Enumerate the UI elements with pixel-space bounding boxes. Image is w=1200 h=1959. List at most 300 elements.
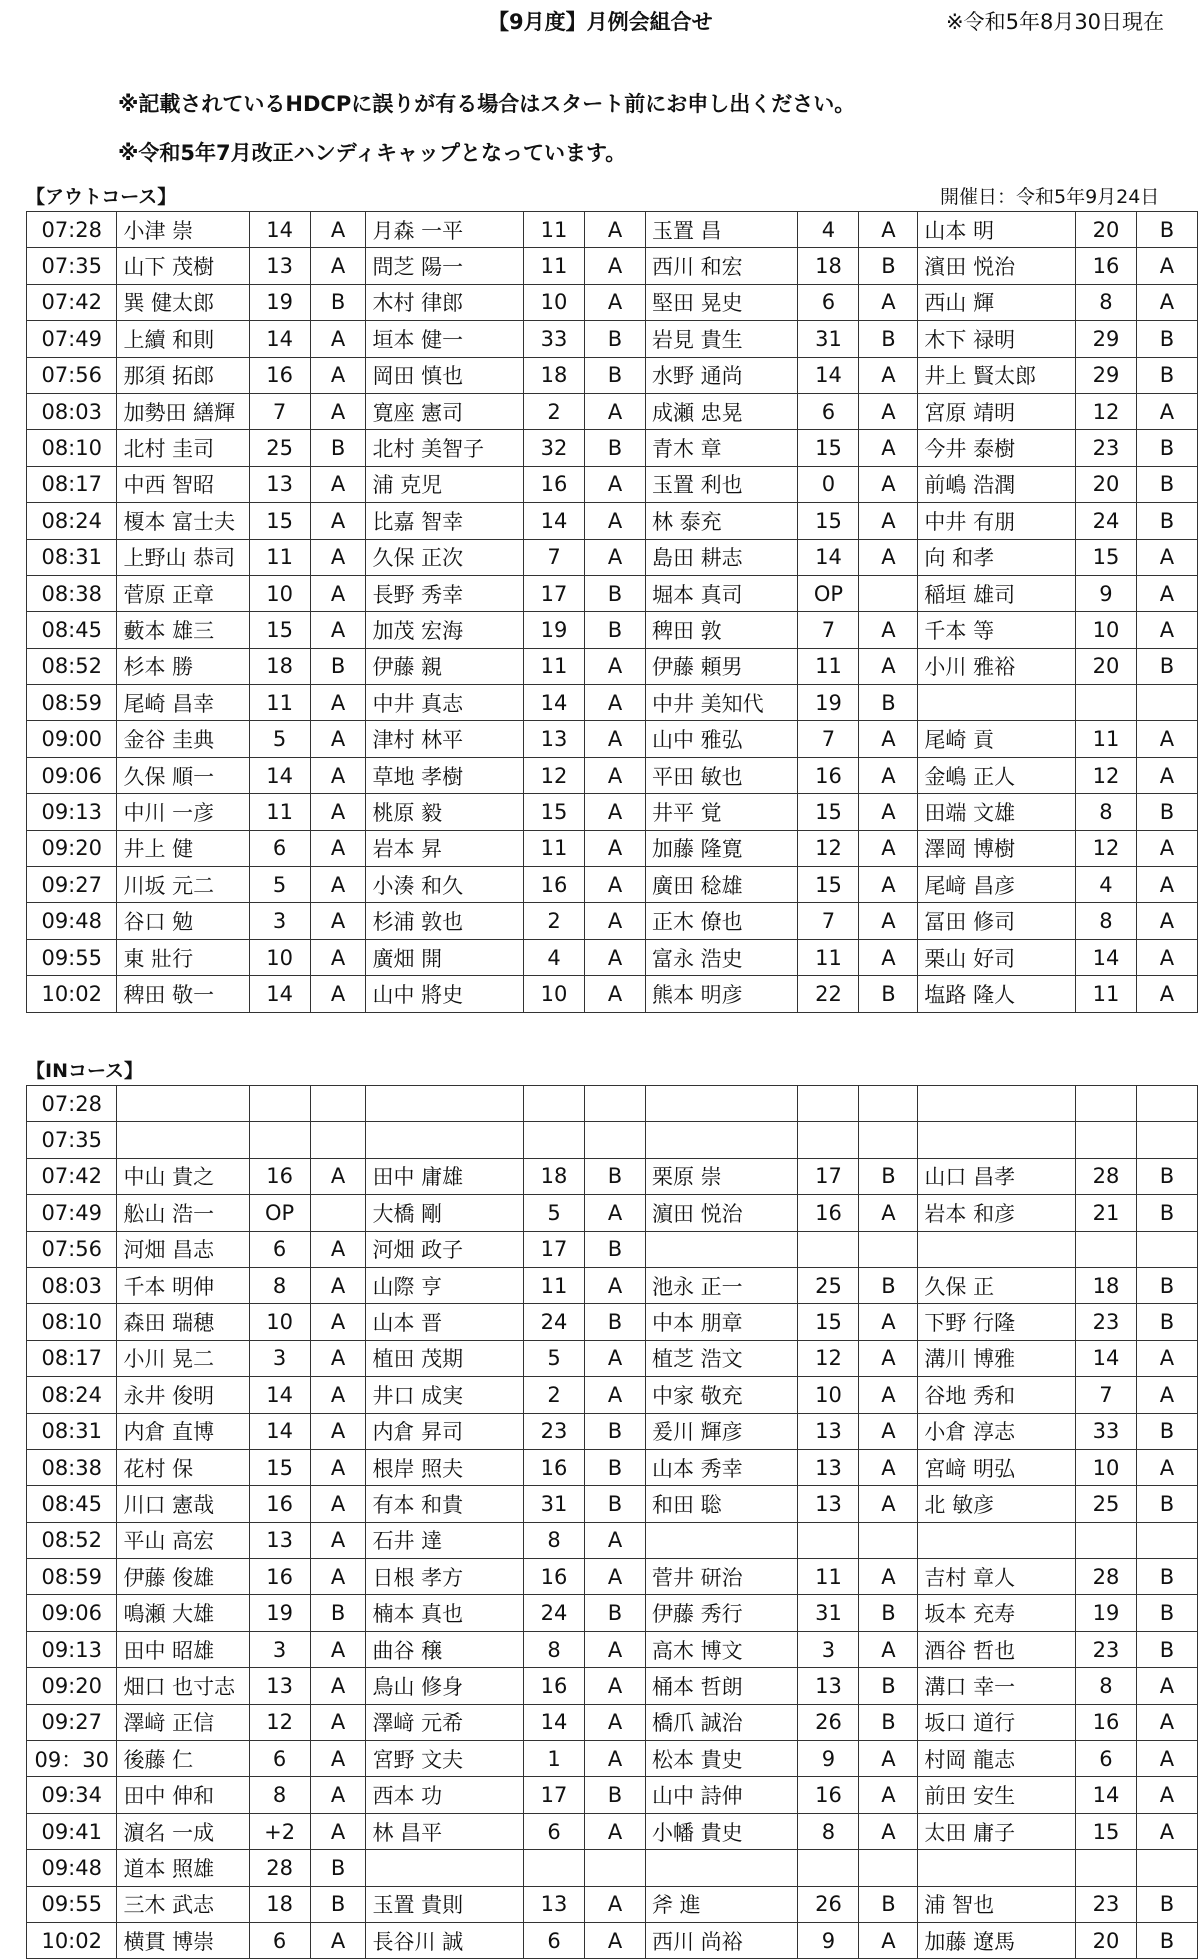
as-of-date: ※令和5年8月30日現在 [946, 10, 1165, 34]
table-row [27, 685, 1198, 721]
class-grade: A [1136, 1741, 1197, 1777]
hdcp: 11 [1075, 721, 1136, 757]
hdcp: 5 [249, 867, 310, 903]
hdcp: 14 [249, 212, 310, 248]
player-name: 山際 亨 [366, 1267, 524, 1303]
player-name: 宮﨑 明弘 [918, 1449, 1076, 1485]
class-grade: A [859, 648, 918, 684]
hdcp: 19 [1075, 1595, 1136, 1631]
player-name: 中井 美知代 [646, 685, 798, 721]
hdcp: 3 [798, 1631, 859, 1667]
class-grade: A [585, 903, 646, 939]
class-grade: A [859, 1377, 918, 1413]
player-name: 垣本 健一 [366, 321, 524, 357]
class-grade: A [585, 1340, 646, 1376]
class-grade: A [859, 1922, 918, 1958]
class-grade: A [310, 539, 366, 575]
class-grade: A [585, 1377, 646, 1413]
class-grade: A [1136, 575, 1197, 611]
player-name: 浦 智也 [918, 1886, 1076, 1922]
hdcp: 6 [249, 1741, 310, 1777]
hdcp: 23 [1075, 1631, 1136, 1667]
class-grade: A [310, 1413, 366, 1449]
hdcp: 14 [1075, 1340, 1136, 1376]
player-name: 木村 律郎 [366, 284, 524, 320]
hdcp: 16 [249, 1486, 310, 1522]
hdcp: 3 [249, 1631, 310, 1667]
table-row [27, 867, 1198, 903]
class-grade: B [310, 1850, 366, 1886]
player-name: 村岡 龍志 [918, 1741, 1076, 1777]
hdcp: 6 [1075, 1741, 1136, 1777]
player-name: 澤岡 博樹 [918, 830, 1076, 866]
hdcp [798, 1122, 859, 1158]
class-grade: B [310, 1886, 366, 1922]
player-name [646, 1086, 798, 1122]
hdcp: 11 [798, 648, 859, 684]
hdcp: 24 [1075, 503, 1136, 539]
class-grade [1136, 1231, 1197, 1267]
player-name: 加勢田 繕輝 [117, 393, 249, 429]
class-grade: B [859, 1595, 918, 1631]
tee-time: 10:02 [27, 976, 117, 1012]
player-name: 那須 拓郎 [117, 357, 249, 393]
hdcp: 8 [1075, 794, 1136, 830]
class-grade: B [859, 1886, 918, 1922]
hdcp: 15 [798, 430, 859, 466]
class-grade: A [859, 430, 918, 466]
player-name: 根岸 照夫 [366, 1449, 524, 1485]
hdcp: 18 [1075, 1267, 1136, 1303]
class-grade: B [585, 430, 646, 466]
player-name: 河畑 昌志 [117, 1231, 249, 1267]
class-grade: A [585, 1886, 646, 1922]
hdcp: 15 [524, 794, 585, 830]
class-grade: B [585, 575, 646, 611]
player-name: 小幡 貴史 [646, 1813, 798, 1849]
class-grade: B [1136, 503, 1197, 539]
table-row [27, 539, 1198, 575]
player-name: 小川 雅裕 [918, 648, 1076, 684]
player-name: 北村 圭司 [117, 430, 249, 466]
player-name: 有本 和貴 [366, 1486, 524, 1522]
hdcp: 7 [798, 903, 859, 939]
class-grade: A [585, 1195, 646, 1231]
class-grade: B [859, 685, 918, 721]
table-row [27, 248, 1198, 284]
player-name [366, 1086, 524, 1122]
tee-time: 08:52 [27, 1522, 117, 1558]
player-name: 山本 秀幸 [646, 1449, 798, 1485]
hdcp [1075, 1122, 1136, 1158]
hdcp [1075, 1231, 1136, 1267]
in-course-rows [27, 1086, 1198, 1959]
class-grade: B [585, 321, 646, 357]
class-grade: A [585, 867, 646, 903]
class-grade [1136, 1850, 1197, 1886]
hdcp: 20 [1075, 648, 1136, 684]
tee-time: 08:45 [27, 612, 117, 648]
class-grade: A [1136, 1377, 1197, 1413]
hdcp: 13 [524, 721, 585, 757]
player-name: 藪本 雄三 [117, 612, 249, 648]
hdcp: 10 [249, 1304, 310, 1340]
hdcp: 19 [249, 284, 310, 320]
player-name: 後藤 仁 [117, 1741, 249, 1777]
class-grade [310, 1195, 366, 1231]
hdcp: 13 [798, 1449, 859, 1485]
hdcp: 13 [524, 1886, 585, 1922]
tee-time: 09:06 [27, 757, 117, 793]
hdcp: 2 [524, 903, 585, 939]
hdcp: 28 [249, 1850, 310, 1886]
player-name: 田中 昭雄 [117, 1631, 249, 1667]
player-name: 山中 將史 [366, 976, 524, 1012]
player-name: 石井 達 [366, 1522, 524, 1558]
class-grade [859, 1231, 918, 1267]
player-name: 植田 茂期 [366, 1340, 524, 1376]
class-grade: A [585, 539, 646, 575]
class-grade: A [1136, 1813, 1197, 1849]
hdcp: 32 [524, 430, 585, 466]
tee-time: 07:28 [27, 212, 117, 248]
hdcp: 16 [798, 757, 859, 793]
player-name: 高木 博文 [646, 1631, 798, 1667]
class-grade: B [1136, 1413, 1197, 1449]
player-name: 中井 真志 [366, 685, 524, 721]
player-name: 松本 貴史 [646, 1741, 798, 1777]
class-grade: A [1136, 939, 1197, 975]
class-grade: A [310, 1377, 366, 1413]
hdcp: 8 [249, 1267, 310, 1303]
player-name: 久保 順一 [117, 757, 249, 793]
player-name: 月森 一平 [366, 212, 524, 248]
class-grade [1136, 1086, 1197, 1122]
player-name: 堅田 晃史 [646, 284, 798, 320]
player-name: 西山 輝 [918, 284, 1076, 320]
hdcp: 19 [524, 612, 585, 648]
hdcp [1075, 1522, 1136, 1558]
hdcp [249, 1122, 310, 1158]
class-grade: A [585, 721, 646, 757]
hdcp: 31 [524, 1486, 585, 1522]
hdcp: 8 [1075, 1668, 1136, 1704]
hdcp: 17 [524, 575, 585, 611]
event-date: 開催日：令和5年9月24日 [940, 186, 1160, 208]
class-grade: A [859, 393, 918, 429]
class-grade: B [1136, 1486, 1197, 1522]
table-row [27, 612, 1198, 648]
class-grade [859, 1122, 918, 1158]
hdcp: 9 [798, 1922, 859, 1958]
table-row [27, 1340, 1198, 1376]
class-grade: A [310, 867, 366, 903]
table-row [27, 1668, 1198, 1704]
table-row [27, 976, 1198, 1012]
class-grade: A [1136, 976, 1197, 1012]
table-row [27, 357, 1198, 393]
tee-time: 07:49 [27, 1195, 117, 1231]
class-grade: B [585, 1304, 646, 1340]
hdcp: 26 [798, 1886, 859, 1922]
hdcp: 3 [249, 903, 310, 939]
hdcp: 8 [249, 1777, 310, 1813]
hdcp: 29 [1075, 321, 1136, 357]
hdcp: 1 [524, 1741, 585, 1777]
tee-time: 08:17 [27, 466, 117, 502]
hdcp: 14 [249, 1413, 310, 1449]
tee-time: 09:34 [27, 1777, 117, 1813]
class-grade: A [310, 1304, 366, 1340]
player-name: 前嶋 浩潤 [918, 466, 1076, 502]
hdcp: 14 [798, 539, 859, 575]
tee-time: 08:10 [27, 1304, 117, 1340]
class-grade [1136, 685, 1197, 721]
page-title: 【9月度】月例会組合せ [488, 10, 713, 34]
player-name: 浦 克児 [366, 466, 524, 502]
tee-time: 07:42 [27, 284, 117, 320]
hdcp: 11 [524, 248, 585, 284]
hdcp: 26 [798, 1704, 859, 1740]
player-name: 大橋 剛 [366, 1195, 524, 1231]
player-name: 曲谷 穣 [366, 1631, 524, 1667]
hdcp: 6 [249, 1231, 310, 1267]
class-grade: A [859, 1486, 918, 1522]
hdcp: 15 [249, 503, 310, 539]
class-grade: A [859, 1559, 918, 1595]
tee-time: 08:52 [27, 648, 117, 684]
player-name: 加藤 隆寛 [646, 830, 798, 866]
hdcp: 12 [524, 757, 585, 793]
player-name: 東 壯行 [117, 939, 249, 975]
class-grade: A [585, 248, 646, 284]
hdcp: 8 [798, 1813, 859, 1849]
player-name: 吉村 章人 [918, 1559, 1076, 1595]
player-name: 尾崎 貢 [918, 721, 1076, 757]
class-grade: B [859, 976, 918, 1012]
class-grade: A [1136, 1449, 1197, 1485]
class-grade: A [310, 1486, 366, 1522]
hdcp: 13 [249, 466, 310, 502]
class-grade: A [859, 1340, 918, 1376]
class-grade: A [859, 1304, 918, 1340]
class-grade: A [585, 794, 646, 830]
player-name: 谷地 秀和 [918, 1377, 1076, 1413]
hdcp: 14 [524, 503, 585, 539]
hdcp: 3 [249, 1340, 310, 1376]
hdcp: 16 [249, 357, 310, 393]
hdcp: 18 [524, 357, 585, 393]
player-name: 川坂 元二 [117, 867, 249, 903]
handicap-notice: ※令和5年7月改正ハンディキャップとなっています。 [118, 141, 627, 165]
player-name: 小津 崇 [117, 212, 249, 248]
hdcp: 12 [1075, 830, 1136, 866]
hdcp: 12 [1075, 393, 1136, 429]
tee-time: 08:24 [27, 503, 117, 539]
class-grade: A [1136, 867, 1197, 903]
table-row [27, 648, 1198, 684]
class-grade: B [585, 1777, 646, 1813]
hdcp: 16 [249, 1158, 310, 1194]
hdcp: 11 [1075, 976, 1136, 1012]
player-name: 加茂 宏海 [366, 612, 524, 648]
hdcp: 23 [1075, 1304, 1136, 1340]
class-grade: B [1136, 1631, 1197, 1667]
class-grade: A [859, 503, 918, 539]
player-name: 林 昌平 [366, 1813, 524, 1849]
player-name: 酒谷 哲也 [918, 1631, 1076, 1667]
class-grade: A [310, 721, 366, 757]
player-name: 中井 有朋 [918, 503, 1076, 539]
hdcp [798, 1086, 859, 1122]
player-name: 伊藤 頼男 [646, 648, 798, 684]
player-name: 道本 照雄 [117, 1850, 249, 1886]
table-row [27, 1522, 1198, 1558]
tee-time: 07:35 [27, 248, 117, 284]
hdcp [524, 1122, 585, 1158]
tee-time: 07:56 [27, 357, 117, 393]
player-name: 花村 保 [117, 1449, 249, 1485]
class-grade: B [1136, 648, 1197, 684]
hdcp: 23 [524, 1413, 585, 1449]
tee-time: 09:20 [27, 830, 117, 866]
tee-time: 08:31 [27, 539, 117, 575]
class-grade: A [859, 284, 918, 320]
class-grade: B [1136, 1195, 1197, 1231]
tee-time: 08:10 [27, 430, 117, 466]
player-name [117, 1122, 249, 1158]
hdcp: 18 [798, 248, 859, 284]
player-name: 富永 浩史 [646, 939, 798, 975]
class-grade: A [310, 1559, 366, 1595]
hdcp: 14 [798, 357, 859, 393]
hdcp: 10 [1075, 1449, 1136, 1485]
hdcp: 16 [798, 1195, 859, 1231]
player-name: 比嘉 智幸 [366, 503, 524, 539]
hdcp: 28 [1075, 1158, 1136, 1194]
class-grade [310, 1086, 366, 1122]
player-name: 三木 武志 [117, 1886, 249, 1922]
class-grade: A [310, 612, 366, 648]
tee-time: 09：30 [27, 1741, 117, 1777]
in-course-label: 【INコース】 [26, 1060, 144, 1082]
class-grade: A [585, 1668, 646, 1704]
player-name: 宮野 文夫 [366, 1741, 524, 1777]
tee-time: 07:49 [27, 321, 117, 357]
hdcp: 14 [524, 1704, 585, 1740]
player-name: 畑口 也寸志 [117, 1668, 249, 1704]
player-name: 杉浦 敦也 [366, 903, 524, 939]
table-row [27, 575, 1198, 611]
table-row [27, 466, 1198, 502]
class-grade: A [310, 1631, 366, 1667]
class-grade: B [1136, 321, 1197, 357]
tee-time: 08:45 [27, 1486, 117, 1522]
player-name: 岩見 貴生 [646, 321, 798, 357]
player-name: 澤﨑 正信 [117, 1704, 249, 1740]
hdcp: 16 [1075, 248, 1136, 284]
class-grade: A [310, 248, 366, 284]
hdcp: 25 [249, 430, 310, 466]
player-name: 井上 健 [117, 830, 249, 866]
hdcp: 7 [524, 539, 585, 575]
class-grade: A [310, 503, 366, 539]
player-name: 前田 安生 [918, 1777, 1076, 1813]
table-row [27, 1559, 1198, 1595]
class-grade: A [310, 794, 366, 830]
class-grade: B [585, 1158, 646, 1194]
player-name: 下野 行隆 [918, 1304, 1076, 1340]
class-grade: A [585, 393, 646, 429]
hdcp: 12 [249, 1704, 310, 1740]
class-grade: A [859, 1195, 918, 1231]
player-name: 金嶋 正人 [918, 757, 1076, 793]
player-name: 川口 憲哉 [117, 1486, 249, 1522]
class-grade: B [1136, 1886, 1197, 1922]
hdcp: 0 [798, 466, 859, 502]
table-row [27, 393, 1198, 429]
hdcp: 16 [524, 1449, 585, 1485]
hdcp: 9 [1075, 575, 1136, 611]
player-name: 冨田 修司 [918, 903, 1076, 939]
hdcp: 15 [1075, 539, 1136, 575]
class-grade: A [310, 1922, 366, 1958]
player-name: 坂本 充寿 [918, 1595, 1076, 1631]
hdcp: 6 [249, 1922, 310, 1958]
class-grade: A [859, 357, 918, 393]
class-grade: A [1136, 903, 1197, 939]
class-grade: A [859, 721, 918, 757]
tee-time: 09:55 [27, 939, 117, 975]
player-name: 熊本 明彦 [646, 976, 798, 1012]
hdcp: 12 [798, 1340, 859, 1376]
class-grade [585, 1086, 646, 1122]
hdcp [1075, 1850, 1136, 1886]
hdcp: 23 [1075, 430, 1136, 466]
hdcp: 14 [1075, 939, 1136, 975]
hdcp: 13 [249, 1522, 310, 1558]
hdcp: 20 [1075, 466, 1136, 502]
hdcp: 8 [1075, 903, 1136, 939]
table-row [27, 1158, 1198, 1194]
player-name: 岡田 慎也 [366, 357, 524, 393]
hdcp: 5 [249, 721, 310, 757]
class-grade: A [310, 1231, 366, 1267]
player-name: 長野 秀幸 [366, 575, 524, 611]
class-grade: A [585, 284, 646, 320]
player-name: 岩本 昇 [366, 830, 524, 866]
class-grade: A [310, 1668, 366, 1704]
table-row [27, 1886, 1198, 1922]
class-grade: A [310, 1158, 366, 1194]
hdcp [798, 1231, 859, 1267]
class-grade: B [310, 648, 366, 684]
player-name: 鳥山 修身 [366, 1668, 524, 1704]
class-grade [1136, 1522, 1197, 1558]
hdcp: 18 [249, 1886, 310, 1922]
hdcp: 14 [249, 757, 310, 793]
player-name: 中本 朋章 [646, 1304, 798, 1340]
player-name: 廣畑 開 [366, 939, 524, 975]
table-row [27, 321, 1198, 357]
class-grade: B [310, 284, 366, 320]
hdcp [524, 1850, 585, 1886]
class-grade: A [585, 1922, 646, 1958]
player-name [646, 1522, 798, 1558]
hdcp: 25 [798, 1267, 859, 1303]
table-row [27, 1413, 1198, 1449]
hdcp: 19 [249, 1595, 310, 1631]
